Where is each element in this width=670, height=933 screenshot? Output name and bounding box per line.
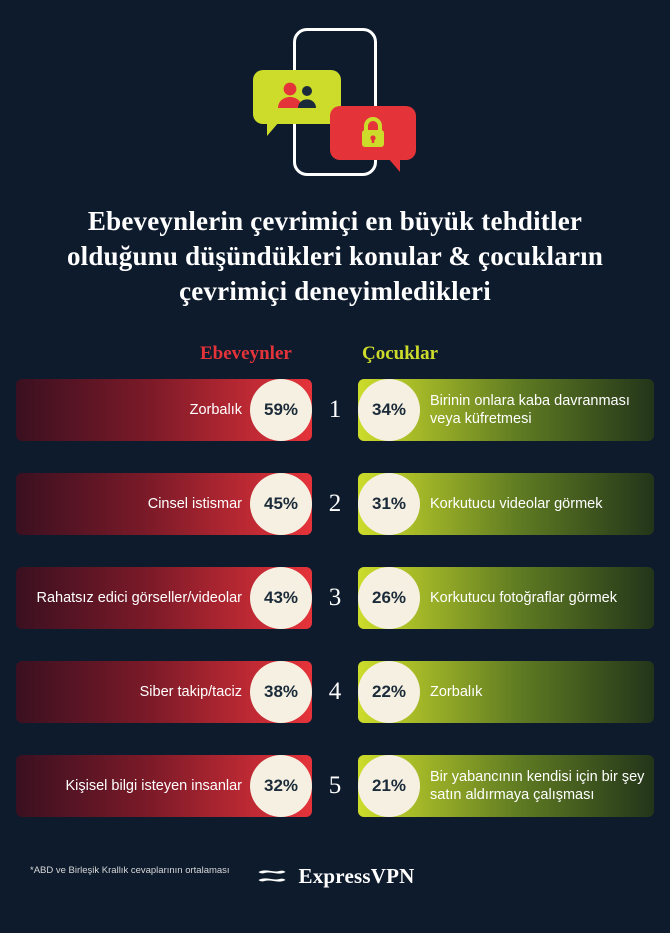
chart-row (16, 661, 654, 723)
parents-value-circle: 45% (250, 473, 312, 535)
parents-value-circle: 38% (250, 661, 312, 723)
parents-bar (16, 755, 312, 817)
parents-bar (16, 567, 312, 629)
parents-bar (16, 661, 312, 723)
footnote: *ABD ve Birleşik Krallık cevaplarının ortalaması (30, 865, 230, 876)
children-bar-label: Korkutucu fotoğraflar görmek (430, 590, 617, 607)
children-bar (358, 473, 654, 535)
rank-number: 4 (328, 678, 342, 706)
children-bar-label: Korkutucu videolar görmek (430, 496, 603, 513)
children-value-circle: 21% (358, 755, 420, 817)
rank-number: 2 (328, 490, 342, 518)
parents-value-circle: 32% (250, 755, 312, 817)
parents-bar (16, 473, 312, 535)
page-title: Ebeveynlerin çevrimiçi en büyük tehditler olduğunu düşündükleri konular & çocukların çevrimiçi deneyimledikleri (66, 206, 604, 307)
people-icon (274, 81, 320, 111)
children-bar-label: Bir yabancının kendisi için bir şey satın aldırmaya çalışması (430, 769, 645, 804)
children-bar (358, 567, 654, 629)
children-value-circle: 31% (358, 473, 420, 535)
column-header-parents: Ebeveynler (200, 343, 292, 365)
rank-number: 1 (328, 396, 342, 424)
expressvpn-logo-icon (256, 863, 290, 889)
parents-bar (16, 379, 312, 441)
parents-value-circle: 43% (250, 567, 312, 629)
parents-bar-label: Siber takip/taciz (139, 684, 242, 701)
rank-number: 3 (328, 584, 342, 612)
column-headers (0, 335, 670, 379)
rank-number: 5 (328, 772, 342, 800)
lock-icon (358, 116, 388, 150)
brand-logo (256, 863, 415, 889)
parents-bar-label: Kişisel bilgi isteyen insanlar (65, 778, 242, 795)
lock-icon-bubble (330, 106, 416, 160)
children-bar (358, 661, 654, 723)
parents-bar-label: Rahatsız edici görseller/videolar (36, 590, 242, 607)
brand-name: ExpressVPN (298, 863, 415, 888)
children-bar-label: Zorbalık (430, 684, 483, 701)
children-bar-label: Birinin onlara kaba davranması veya küfretmesi (430, 393, 630, 428)
children-value-circle: 34% (358, 379, 420, 441)
parents-value-circle: 59% (250, 379, 312, 441)
children-value-circle: 22% (358, 661, 420, 723)
hero-illustration (0, 18, 670, 198)
children-value-circle: 26% (358, 567, 420, 629)
chart-row (16, 473, 654, 535)
people-icon-bubble (253, 70, 341, 124)
chart-row (16, 379, 654, 441)
column-header-children: Çocuklar (362, 343, 438, 365)
footer (0, 861, 670, 909)
parents-bar-label: Zorbalık (189, 402, 242, 419)
children-bar (358, 755, 654, 817)
chart-row (16, 567, 654, 629)
children-bar (358, 379, 654, 441)
parents-bar-label: Cinsel istismar (147, 496, 242, 513)
chart-row (16, 755, 654, 817)
chart-rows (0, 379, 670, 817)
